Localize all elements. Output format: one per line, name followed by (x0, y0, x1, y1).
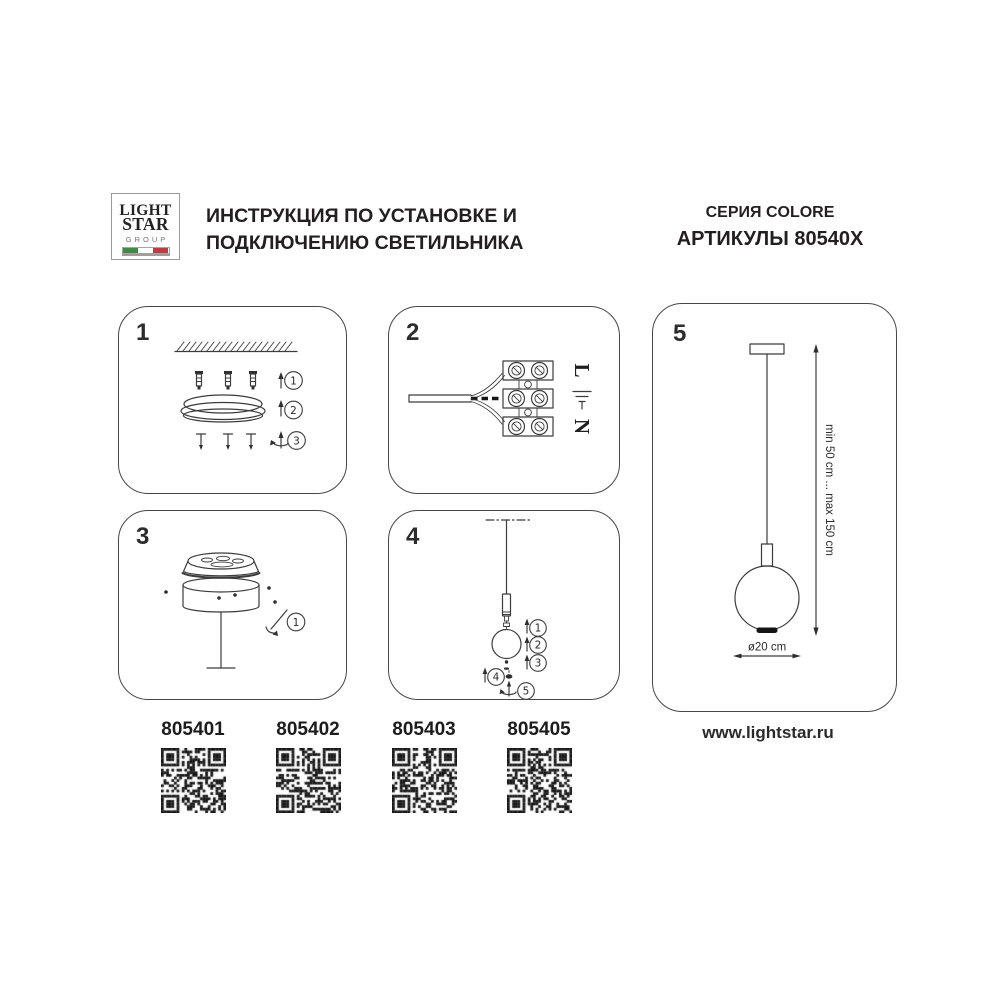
terminal-block (503, 361, 553, 436)
screw-dot (217, 596, 221, 600)
up-arrow-icon (278, 372, 283, 388)
website-link: www.lightstar.ru (702, 723, 834, 742)
callout-4 (488, 669, 505, 686)
qr-code (161, 748, 226, 813)
screw-rotate-icon (270, 431, 288, 448)
step-5-panel (652, 303, 897, 712)
screw-icon (224, 434, 233, 450)
screw-dot (164, 590, 168, 594)
svg-text:5: 5 (522, 685, 530, 698)
small-part-dot (505, 660, 508, 663)
title-line-1: ИНСТРУКЦИЯ ПО УСТАНОВКЕ И (206, 205, 517, 227)
page-title (206, 203, 523, 257)
mains-cable (409, 395, 471, 402)
svg-text:3: 3 (534, 657, 542, 670)
height-dimension-label: min 50 cm ... max 150 cm (823, 424, 835, 556)
qr-code (392, 748, 457, 813)
step-number: 3 (136, 523, 150, 550)
step-1-diagram (119, 307, 346, 493)
callout-2 (285, 401, 303, 419)
step-1-panel (118, 306, 347, 494)
wire-neutral (471, 399, 505, 425)
step-2-diagram (389, 307, 619, 493)
canopy-drawing (181, 395, 265, 422)
title-line-2: ПОДКЛЮЧЕНИЮ СВЕТИЛЬНИКА (206, 232, 524, 254)
neutral-terminal-label: N (570, 418, 594, 435)
articles-label: АРТИКУЛЫ 80540X (676, 228, 864, 250)
up-arrow-icon (278, 400, 283, 416)
sphere-bottom-cap (757, 628, 778, 634)
wall-anchor-icon (195, 371, 203, 390)
svg-text:1: 1 (290, 375, 297, 388)
screw-icon (197, 434, 206, 450)
svg-text:2: 2 (290, 404, 297, 417)
wire-live (471, 374, 505, 400)
ceiling-plate-drawing (750, 344, 784, 354)
callout-1 (287, 613, 305, 631)
article-column (499, 719, 579, 813)
svg-text:3: 3 (293, 435, 300, 448)
step-3-diagram (119, 511, 346, 699)
height-dimension-arrow (813, 344, 818, 636)
step-4-diagram (389, 511, 619, 699)
diameter-dimension-arrow (733, 654, 801, 659)
ceiling-hatch (175, 342, 297, 352)
step-4-panel (388, 510, 620, 700)
glass-sphere-drawing (735, 566, 799, 630)
wall-anchor-icon (249, 371, 257, 390)
screw-dot (233, 593, 237, 597)
terminal-screw-icon (509, 363, 548, 435)
small-part-dash (504, 668, 509, 670)
callout-1 (530, 620, 547, 637)
socket-drawing (762, 544, 773, 566)
screw-dot (267, 586, 271, 590)
step-number: 4 (406, 523, 420, 550)
article-column (153, 719, 233, 813)
lightstar-logo (111, 193, 180, 260)
qr-code (276, 748, 341, 813)
article-column (384, 719, 464, 813)
screwdriver-icon (266, 610, 287, 636)
earth-symbol-icon (573, 392, 591, 410)
step-number: 5 (673, 320, 687, 347)
series-label: СЕРИЯ COLORE (705, 204, 835, 221)
article-column (268, 719, 348, 813)
svg-text:2: 2 (534, 639, 542, 652)
canopy-drawing (183, 553, 260, 578)
qr-code (507, 748, 572, 813)
article-number: 805403 (392, 719, 456, 740)
article-number: 805402 (276, 719, 340, 740)
screw-icon (247, 434, 256, 450)
diameter-dimension-label: ø20 cm (747, 641, 787, 654)
up-arrow-icon (483, 668, 488, 683)
article-number: 805405 (507, 719, 571, 740)
step-number: 2 (406, 319, 420, 346)
logo-light-text: LIGHT (119, 202, 172, 219)
callout-3 (530, 655, 547, 672)
bottom-cap-bead (506, 674, 513, 678)
cable-tube-drawing (503, 594, 511, 629)
logo-group-text: GROUP (125, 235, 169, 244)
svg-text:4: 4 (492, 671, 500, 684)
callout-5 (518, 683, 535, 699)
step-number: 1 (136, 319, 150, 346)
callout-1 (285, 372, 303, 390)
logo-star-text: STAR (122, 214, 169, 234)
pendant-rod-drawing (207, 613, 235, 669)
lamp-drum-drawing (164, 578, 277, 612)
up-arrow-icon (525, 655, 530, 670)
up-arrow-icon (525, 619, 530, 634)
screw-dot (273, 600, 277, 604)
glass-sphere-drawing (492, 630, 521, 659)
article-number: 805401 (161, 719, 225, 740)
wall-anchor-icon (224, 371, 232, 390)
callout-2 (530, 637, 547, 654)
callout-3 (288, 432, 306, 450)
step-2-panel (388, 306, 620, 494)
step-3-panel (118, 510, 347, 700)
line-terminal-label: L (570, 363, 594, 378)
series-block (645, 204, 895, 251)
italian-flag-icon (122, 247, 170, 254)
step-5-diagram (653, 304, 896, 711)
svg-text:1: 1 (292, 616, 300, 629)
svg-text:1: 1 (534, 622, 542, 635)
up-arrow-icon (525, 637, 530, 652)
